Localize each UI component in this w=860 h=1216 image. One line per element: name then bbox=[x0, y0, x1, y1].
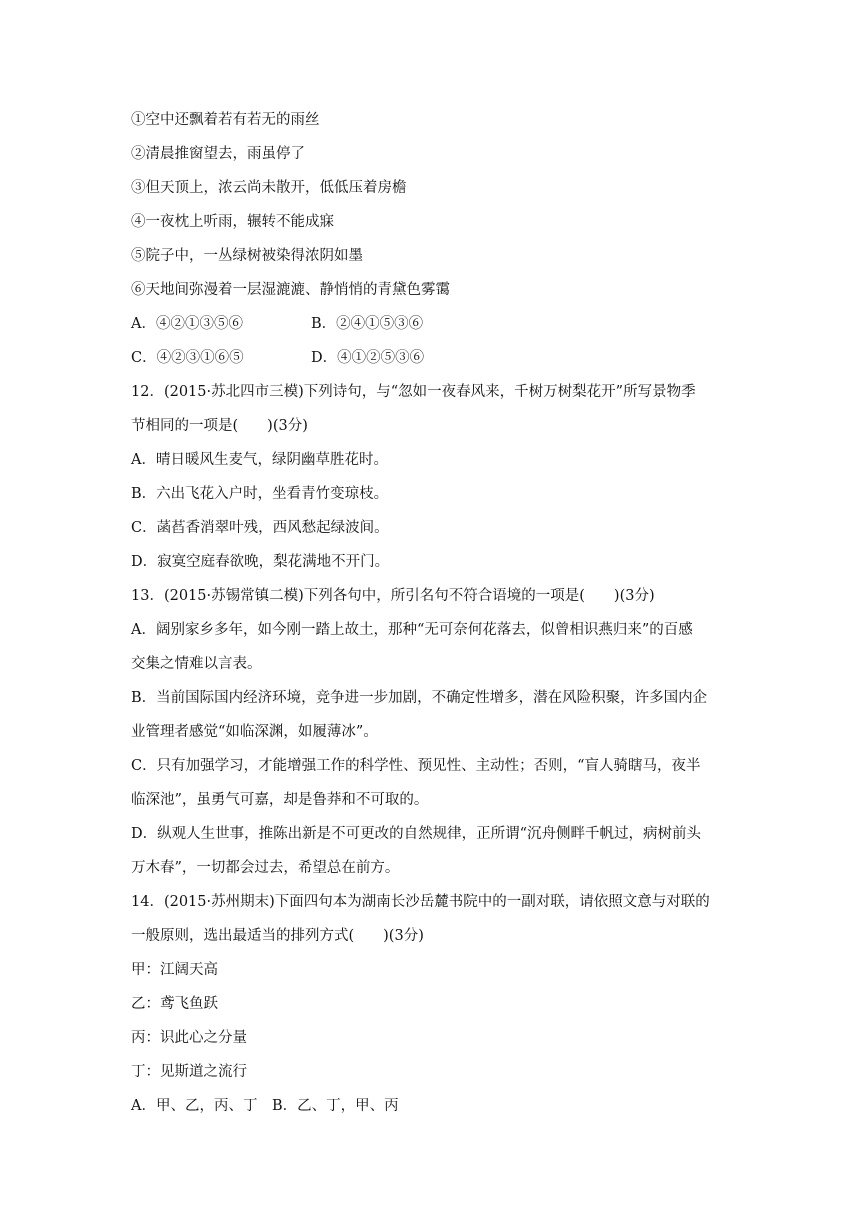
q13-option-a-line-2: 交集之情难以言表。 bbox=[131, 656, 262, 672]
q14-options: A．甲、乙，丙、丁 B．乙、丁，甲、丙 bbox=[131, 1098, 399, 1114]
sentence-4: ④一夜枕上听雨，辗转不能成寐 bbox=[131, 214, 334, 230]
sentence-5: ⑤院子中，一丛绿树被染得浓阴如墨 bbox=[131, 248, 363, 264]
document-page bbox=[131, 110, 731, 1116]
q11-option-b: B．②④①⑤③⑥ bbox=[311, 316, 424, 332]
q11-options-row-1 bbox=[131, 314, 731, 334]
q14-stem-line-2: 一般原则，选出最适当的排列方式( )(3分) bbox=[131, 928, 424, 944]
q13-option-b-line-1: B．当前国际国内经济环境，竞争进一步加剧，不确定性增多，潜在风险积聚，许多国内企 bbox=[131, 690, 708, 706]
q13-option-d-line-2: 万木春”，一切都会过去，希望总在前方。 bbox=[131, 860, 400, 876]
q11-option-a: A．④②①③⑤⑥ bbox=[131, 316, 243, 332]
q11-option-d: D．④①②⑤③⑥ bbox=[311, 350, 425, 366]
q14-item-yi: 乙：鸢飞鱼跃 bbox=[131, 996, 218, 1012]
q11-options-row-2 bbox=[131, 348, 731, 368]
q12-stem-line-2: 节相同的一项是( )(3分) bbox=[131, 418, 308, 434]
q13-option-b-line-2: 业管理者感觉“如临深渊，如履薄冰”。 bbox=[131, 724, 378, 740]
sentence-2: ②清晨推窗望去，雨虽停了 bbox=[131, 146, 305, 162]
sentence-3: ③但天顶上，浓云尚未散开，低低压着房檐 bbox=[131, 180, 407, 196]
q13-option-c-line-2: 临深池”，虽勇气可嘉，却是鲁莽和不可取的。 bbox=[131, 792, 429, 808]
q13-stem: 13．(2015·苏锡常镇二模)下列各句中，所引名句不符合语境的一项是( )(3分) bbox=[131, 588, 655, 604]
q12-option-a: A．晴日暖风生麦气，绿阴幽草胜花时。 bbox=[131, 452, 388, 468]
q14-item-ding: 丁：见斯道之流行 bbox=[131, 1064, 247, 1080]
q12-option-b: B．六出飞花入户时，坐看青竹变琼枝。 bbox=[131, 486, 389, 502]
q12-stem-line-1: 12．(2015·苏北四市三模)下列诗句，与“忽如一夜春风来，千树万树梨花开”所写景物季 bbox=[131, 384, 696, 400]
sentence-1: ①空中还飘着若有若无的雨丝 bbox=[131, 112, 320, 128]
q14-item-jia: 甲：江阔天高 bbox=[131, 962, 218, 978]
q12-option-d: D．寂寞空庭春欲晚，梨花满地不开门。 bbox=[131, 554, 390, 570]
q12-option-c: C．菡萏香消翠叶残，西风愁起绿波间。 bbox=[131, 520, 389, 536]
q14-stem-line-1: 14．(2015·苏州期末)下面四句本为湖南长沙岳麓书院中的一副对联，请依照文意与对联的 bbox=[131, 894, 710, 910]
q14-item-bing: 丙：识此心之分量 bbox=[131, 1030, 247, 1046]
q13-option-c-line-1: C．只有加强学习，才能增强工作的科学性、预见性、主动性；否则，“盲人骑瞎马，夜半 bbox=[131, 758, 701, 774]
q11-option-c: C．④②③①⑥⑤ bbox=[131, 350, 244, 366]
sentence-6: ⑥天地间弥漫着一层湿漉漉、静悄悄的青黛色雾霭 bbox=[131, 282, 450, 298]
q13-option-a-line-1: A．阔别家乡多年，如今刚一踏上故土，那种“无可奈何花落去，似曾相识燕归来”的百感 bbox=[131, 622, 693, 638]
q13-option-d-line-1: D．纵观人生世事，推陈出新是不可更改的自然规律，正所谓“沉舟侧畔千帆过，病树前头 bbox=[131, 826, 702, 842]
